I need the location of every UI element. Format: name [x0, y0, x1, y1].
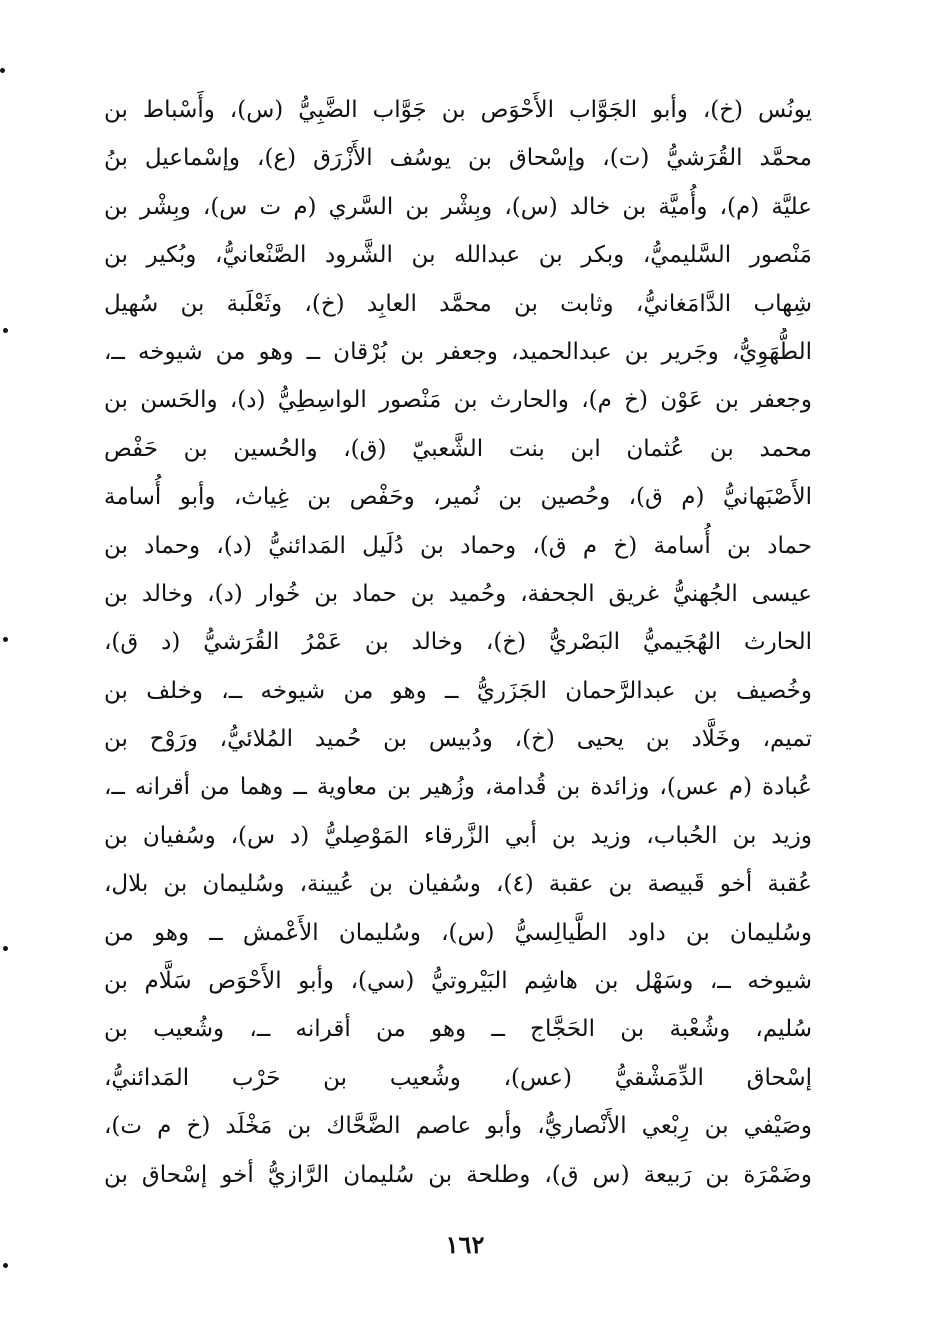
text-line: سُليم، وشُعْبة بن الحَجَّاج ــ وهو من أقرانه ــ، وشُعيب بن [104, 1016, 812, 1043]
text-line: عيسى الجُهنيُّ غريق الجحفة، وحُميد بن حماد بن خُوار (د)، وخالد بن [104, 580, 812, 607]
text-line: وزيد بن الحُباب، وزيد بن أبي الزَّرقاء المَوْصِليُّ (د س)، وسُفيان بن [104, 822, 812, 849]
text-line: الأَصْبَهانيُّ (م ق)، وحُصين بن نُمير، وحَفْص بن غِياث، وأبو أُسامة [104, 484, 812, 511]
text-line: شيوخه ــ، وسَهْل بن هاشِم البَيْروتيُّ (سي)، وأبو الأَحْوَص سَلَّام بن [104, 968, 812, 995]
text-line: وضَمْرَة بن رَبيعة (س ق)، وطلحة بن سُليمان الرَّازيُّ أخو إسْحاق بن [104, 1161, 812, 1188]
text-line: عليَّة (م)، وأُميَّة بن خالد (س)، وبِشْر بن السَّري (م ت س)، وبِشْر بن [104, 193, 812, 220]
text-line: عُقبة أخو قَبيصة بن عقبة (٤)، وسُفيان بن عُيينة، وسُليمان بن بلال، [104, 871, 812, 898]
text-line: وصَيْفي بن رِبْعي الأَنْصاريُّ، وأبو عاصم الضَّحَّاك بن مَخْلَد (خ م ت)، [104, 1113, 812, 1140]
text-line: يونُس (خ)، وأبو الجَوَّاب الأَحْوَص بن جَوَّاب الضَّبِيُّ (س)، وأَسْباط بن [104, 97, 812, 123]
text-line: وجعفر بن عَوْن (خ م)، والحارث بن مَنْصور الواسِطِيُّ (د)، والحَسن بن [104, 387, 812, 414]
text-line: الطُّهَوِيُّ، وجَرير بن عبدالحميد، وجعفر بن بُرْقان ــ وهو من شيوخه ــ، [104, 338, 812, 365]
text-line: وخُصيف بن عبدالرَّحمان الجَزَريُّ ــ وهو من شيوخه ــ، وخلف بن [104, 677, 812, 704]
text-line: تميم، وخَلَّاد بن يحيى (خ)، ودُبيس بن حُميد المُلائيُّ، ورَوْح بن [104, 726, 812, 753]
text-line: الحارث الهُجَيميُّ البَصْريُّ (خ)، وخالد بن عَمْرُ القُرَشيُّ (د ق)، [104, 629, 812, 656]
text-line: محمد بن عُثمان ابن بنت الشَّعبيّ (ق)، والحُسين بن حَفْص [104, 435, 812, 462]
text-line: حماد بن أُسامة (خ م ق)، وحماد بن دُلَيل المَدائنيُّ (د)، وحماد بن [104, 532, 812, 559]
body-text [104, 86, 812, 1199]
margin-dot-2 [3, 328, 8, 333]
text-line: شِهاب الدَّامَغانيُّ، وثابت بن محمَّد العابِد (خ)، وثَعْلَبة بن سُهيل [104, 290, 812, 317]
page-number: ١٦٢ [445, 1230, 485, 1259]
text-line: إسْحاق الدِّمَشْقيُّ (عس)، وشُعيب بن حَرْب المَدائنيُّ، [104, 1064, 812, 1091]
margin-dot-1 [0, 68, 5, 73]
text-line: مَنْصور السَّليميُّ، وبكر بن عبدالله بن الشَّرود الصَّنْعانيُّ، وبُكير بن [104, 242, 812, 269]
margin-dot-4 [3, 946, 8, 951]
text-line: وسُليمان بن داود الطَّيالِسيُّ (س)، وسُليمان الأَعْمش ــ وهو من [104, 919, 812, 946]
text-line: محمَّد القُرَشيُّ (ت)، وإسْحاق بن يوسُف الأَزْرَق (ع)، وإسْماعيل بنُ [104, 145, 812, 172]
margin-dot-3 [3, 637, 8, 642]
text-line: عُبادة (م عس)، وزائدة بن قُدامة، وزُهير بن معاوية ــ وهما من أقرانه ــ، [104, 774, 812, 801]
margin-dot-5 [3, 1263, 8, 1268]
